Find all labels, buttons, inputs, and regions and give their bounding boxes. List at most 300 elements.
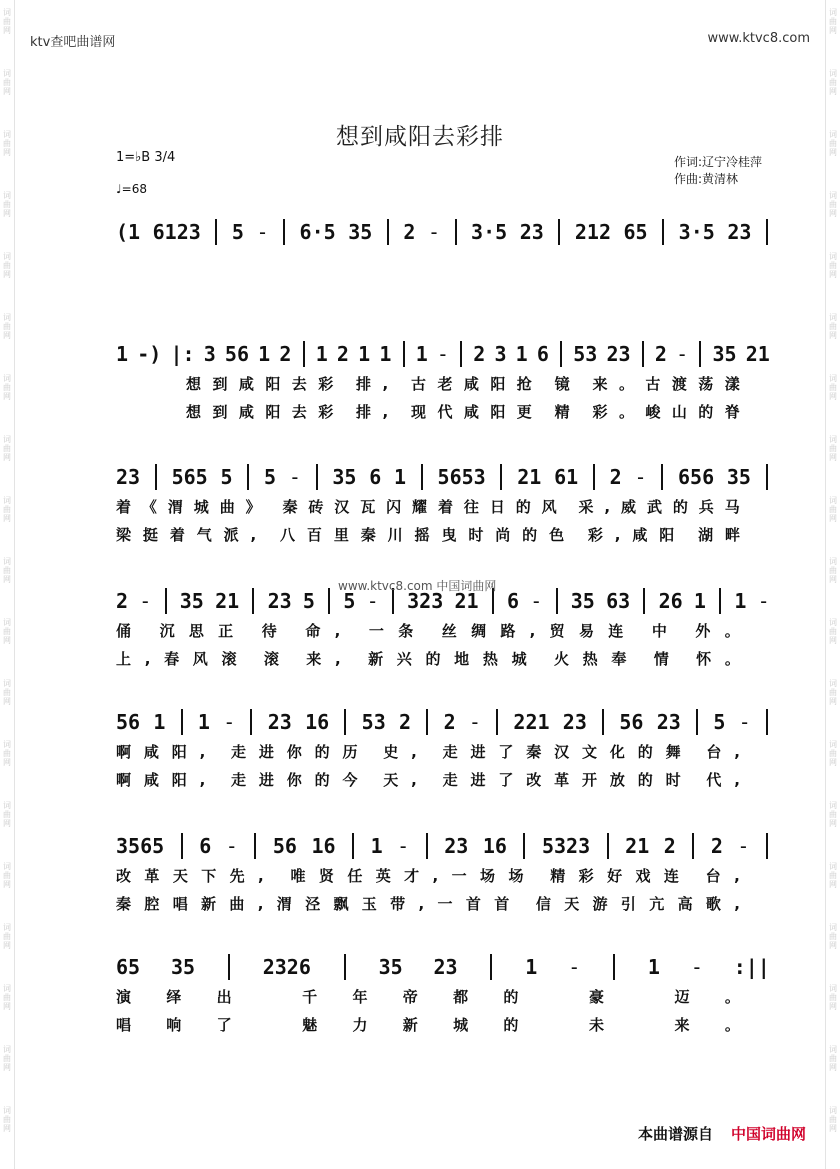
lyric-char: 腔: [144, 895, 160, 913]
lyric-char: 阳: [659, 526, 675, 544]
note-group: 6·5: [299, 220, 336, 244]
side-watermark-mark: 词 曲 网: [829, 69, 837, 96]
credits: [674, 154, 762, 188]
lyric-char: 的: [314, 743, 330, 761]
lyric-char: 畔: [724, 526, 740, 544]
lyric-char: 的: [503, 988, 519, 1006]
lyric-char: 咸: [238, 403, 254, 421]
lyric-char: 老: [437, 375, 453, 393]
side-watermark-mark: 词 曲 网: [829, 984, 837, 1011]
lyric-char: 里: [333, 526, 349, 544]
lyric-char: ,: [529, 622, 536, 640]
lyric-char: 信: [535, 895, 551, 913]
lyric-char: 尚: [495, 526, 511, 544]
note-group: :||: [733, 955, 770, 979]
note-group: 1: [258, 342, 271, 366]
bar-line: [316, 464, 318, 490]
bar-line: [766, 709, 768, 735]
lyric-char: 游: [592, 895, 608, 913]
lyric-char: 阳: [171, 743, 187, 761]
lyric-char: 古: [411, 375, 427, 393]
lyric-char: 英: [375, 867, 391, 885]
lyric-char: ,: [604, 498, 611, 516]
sustain-dash: -: [530, 589, 543, 613]
lyric-char: 咸: [463, 403, 479, 421]
lyric-char: 。: [724, 622, 740, 640]
lyric-char: 阳: [490, 403, 506, 421]
lyric-char: ,: [144, 650, 151, 668]
bar-line: [155, 464, 157, 490]
note-group: 3565: [116, 834, 165, 858]
bar-line: [421, 464, 423, 490]
bar-line: [496, 709, 498, 735]
lyric-char: 的: [522, 526, 538, 544]
lyric-char: 思: [188, 622, 204, 640]
lyric-char: 文: [581, 743, 597, 761]
note-group: 5323: [541, 834, 591, 858]
score-row: [116, 218, 770, 314]
side-watermark-mark: 词 曲 网: [3, 435, 11, 462]
lyric-char: 武: [646, 498, 662, 516]
note-group: 35: [378, 955, 403, 979]
note-group: 2: [403, 220, 416, 244]
note-group: |:: [170, 342, 195, 366]
lyric-char: 怀: [696, 650, 712, 668]
side-watermark-mark: 词 曲 网: [829, 1106, 837, 1133]
bar-line: [766, 464, 768, 490]
note-group: 2326: [262, 955, 311, 979]
lyric-char: ,: [257, 895, 264, 913]
note-group: 221: [513, 710, 550, 734]
lyric-char: 化: [609, 743, 625, 761]
lyric-char: 城: [453, 1016, 469, 1034]
lyric-char: 任: [347, 867, 363, 885]
note-group: 1: [153, 710, 166, 734]
side-watermark-mark: 词 曲 网: [3, 1106, 11, 1133]
note-group: 35: [726, 465, 751, 489]
footer-text: 本曲谱源自: [637, 1125, 713, 1143]
side-watermark-mark: 词 曲 网: [3, 8, 11, 35]
note-group: 1: [525, 955, 538, 979]
note-group: 26: [658, 589, 683, 613]
lyric-char: ,: [734, 771, 740, 789]
note-group: 656: [678, 465, 715, 489]
lyric-char: 曳: [441, 526, 457, 544]
lyric-char: ,: [199, 743, 206, 761]
note-group: 3·5: [471, 220, 508, 244]
note-group: 23: [606, 342, 631, 366]
lyric-char: 贸: [549, 622, 565, 640]
lyric-char: 的: [698, 403, 714, 421]
note-group: 1: [693, 589, 706, 613]
sustain-dash: -: [737, 834, 750, 858]
lyric-char: 百: [306, 526, 322, 544]
lyric-char: 走: [442, 743, 458, 761]
lyric-char: 未: [588, 1016, 604, 1034]
bar-line: [662, 219, 664, 245]
lyrics-verse-1: [116, 740, 770, 764]
lyric-char: ,: [411, 771, 417, 789]
lyrics-verse-2: [116, 768, 770, 792]
lyric-char: ,: [258, 867, 264, 885]
lyric-char: 啊: [116, 771, 132, 789]
lyric-char: 的: [425, 650, 441, 668]
note-group: 2: [663, 834, 676, 858]
note-group: 21: [745, 342, 770, 366]
lyric-char: ,: [411, 743, 417, 761]
bar-line: [387, 219, 389, 245]
bar-line: [228, 954, 230, 980]
lyric-char: 走: [442, 771, 458, 789]
lyric-char: 史: [383, 743, 399, 761]
lyric-char: 想: [186, 403, 202, 421]
bar-line: [699, 341, 701, 367]
note-group: 2: [609, 465, 622, 489]
note-group: 2: [443, 710, 456, 734]
song-title: 想到咸阳去彩排: [336, 124, 504, 150]
footer-brand[interactable]: 中国词曲网: [730, 1125, 806, 1143]
lyric-char: 滚: [221, 650, 237, 668]
notation-line: [116, 832, 770, 860]
lyric-char: 台: [706, 743, 722, 761]
lyric-char: 彩: [592, 403, 608, 421]
note-group: 23: [267, 589, 292, 613]
side-watermark-mark: 词 曲 网: [3, 496, 11, 523]
lyric-char: 阳: [265, 403, 281, 421]
lyric-char: 才: [404, 867, 420, 885]
note-group: 5: [343, 589, 356, 613]
composer-credit: 作曲:黄清林: [673, 172, 738, 186]
lyric-char: 咸: [143, 743, 159, 761]
lyric-char: 城: [511, 650, 527, 668]
lyric-char: 城: [193, 498, 209, 516]
lyric-char: 着: [116, 498, 132, 516]
center-watermark: www.ktvc8.com 中国词曲网: [338, 579, 497, 593]
lyric-char: 场: [480, 867, 496, 885]
note-group: 2: [473, 342, 486, 366]
lyric-char: 豪: [588, 988, 604, 1006]
lyric-char: 开: [581, 771, 597, 789]
sustain-dash: -: [223, 710, 236, 734]
bar-line: [558, 219, 560, 245]
note-group: 61: [554, 465, 579, 489]
note-group: 21: [454, 589, 479, 613]
note-group: 63: [606, 589, 631, 613]
note-group: 1: [415, 342, 428, 366]
note-group: 1: [379, 342, 392, 366]
lyric-char: 渭: [167, 498, 183, 516]
side-watermark-mark: 词 曲 网: [829, 252, 837, 279]
note-group: 6: [536, 342, 549, 366]
note-group: (1: [116, 220, 141, 244]
lyric-char: 渡: [671, 375, 687, 393]
lyric-char: 荡: [698, 375, 714, 393]
note-group: 23: [267, 710, 292, 734]
lyric-char: ,: [418, 895, 425, 913]
lyric-char: 咸: [463, 375, 479, 393]
lyric-char: 咸: [143, 771, 159, 789]
note-group: 565: [171, 465, 208, 489]
lyric-char: 想: [186, 375, 202, 393]
sustain-dash: -: [256, 220, 269, 244]
lyric-char: 八: [280, 526, 296, 544]
lyric-char: 漾: [724, 375, 740, 393]
lyric-char: 天: [172, 867, 188, 885]
sustain-dash: -: [436, 342, 449, 366]
lyric-char: 连: [663, 867, 679, 885]
note-group: 5: [231, 220, 244, 244]
side-watermark-mark: 词 曲 网: [3, 740, 11, 767]
side-watermark-mark: 词 曲 网: [3, 679, 11, 706]
lyrics-verse-2: [116, 892, 770, 916]
bar-line: [602, 709, 604, 735]
lyric-char: 着: [437, 498, 453, 516]
lyric-char: 迈: [674, 988, 690, 1006]
lyric-char: 你: [286, 743, 302, 761]
lyric-char: 进: [258, 771, 274, 789]
lyric-char: 进: [470, 743, 486, 761]
lyric-char: 滚: [263, 650, 279, 668]
note-group: 65: [623, 220, 648, 244]
tempo-marking: ♩=68: [116, 182, 147, 196]
sustain-dash: -: [690, 955, 703, 979]
bar-line: [344, 709, 346, 735]
lyric-char: 抢: [516, 375, 532, 393]
lyric-char: 都: [453, 988, 469, 1006]
side-watermark-mark: 词 曲 网: [3, 618, 11, 645]
side-watermark-mark: 词 曲 网: [829, 130, 837, 157]
lyric-char: ,: [734, 867, 740, 885]
side-watermark-mark: 词 曲 网: [829, 496, 837, 523]
lyric-char: 。: [618, 403, 634, 421]
side-watermark-mark: 词 曲 网: [829, 1045, 837, 1072]
lyric-char: 《: [141, 498, 157, 516]
lyric-char: 力: [352, 1016, 368, 1034]
bar-line: [766, 833, 768, 859]
lyric-char: 曲: [219, 498, 235, 516]
bar-line: [692, 833, 694, 859]
lyrics-verse-1: [116, 864, 770, 888]
lyric-char: 往: [463, 498, 479, 516]
sustain-dash: -: [738, 710, 751, 734]
score-row: [116, 832, 770, 928]
bar-line: [642, 341, 644, 367]
note-group: 53: [573, 342, 598, 366]
note-group: 5: [713, 710, 726, 734]
note-group: 56: [272, 834, 297, 858]
lyric-char: 正: [218, 622, 234, 640]
lyric-char: 中: [651, 622, 667, 640]
lyric-char: 引: [620, 895, 636, 913]
lyric-char: ,: [199, 771, 206, 789]
score-row: [116, 708, 770, 804]
side-watermark-mark: 词 曲 网: [829, 801, 837, 828]
lyrics-verse-1: [116, 372, 770, 396]
note-group: 56: [619, 710, 644, 734]
lyric-char: 阳: [265, 375, 281, 393]
bar-line: [607, 833, 609, 859]
lyric-char: 阳: [490, 375, 506, 393]
side-watermark-mark: 词 曲 网: [829, 679, 837, 706]
bar-line: [254, 833, 256, 859]
note-group: 65: [116, 955, 141, 979]
lyric-char: 梁: [116, 526, 132, 544]
lyric-char: 地: [454, 650, 470, 668]
lyric-char: 场: [508, 867, 524, 885]
lyric-char: ,: [334, 650, 341, 668]
lyric-char: 泾: [305, 895, 321, 913]
side-watermark-mark: 词 曲 网: [3, 252, 11, 279]
lyric-char: 湖: [698, 526, 714, 544]
note-group: -): [137, 342, 162, 366]
lyric-char: 首: [465, 895, 481, 913]
lyric-char: 沉: [159, 622, 175, 640]
lyric-char: 脊: [724, 403, 740, 421]
lyric-char: 历: [342, 743, 358, 761]
lyric-char: 。: [724, 988, 740, 1006]
note-group: 2: [279, 342, 292, 366]
note-group: 1: [315, 342, 328, 366]
note-group: 35: [712, 342, 737, 366]
lyric-char: 到: [212, 375, 228, 393]
note-group: 5653: [437, 465, 486, 489]
side-watermark-mark: 词 曲 网: [3, 1045, 11, 1072]
lyric-char: 热: [582, 650, 598, 668]
sustain-dash: -: [634, 465, 647, 489]
bar-line: [661, 464, 663, 490]
sustain-dash: -: [225, 834, 238, 858]
note-group: 6123: [152, 220, 201, 244]
score-row: [116, 340, 770, 436]
notation-line: [116, 463, 770, 491]
side-watermark-mark: 词 曲 网: [3, 862, 11, 889]
lyric-char: 风: [541, 498, 557, 516]
lyric-char: 革: [554, 771, 570, 789]
lyric-char: 古: [645, 375, 661, 393]
sustain-dash: -: [366, 589, 379, 613]
lyric-char: 唱: [172, 895, 188, 913]
note-group: 35: [570, 589, 595, 613]
lyric-char: 一: [451, 867, 467, 885]
lyric-char: 出: [216, 988, 232, 1006]
lyric-char: 舞: [665, 743, 681, 761]
lyric-char: 了: [498, 743, 514, 761]
note-group: 23: [727, 220, 752, 244]
lyric-char: 年: [352, 988, 368, 1006]
lyric-char: 阳: [171, 771, 187, 789]
lyric-char: 着: [169, 526, 185, 544]
note-group: 35: [348, 220, 373, 244]
lyric-char: 日: [489, 498, 505, 516]
lyric-char: 首: [494, 895, 510, 913]
note-group: 2: [116, 589, 129, 613]
lyric-char: 绎: [166, 988, 182, 1006]
lyric-char: 改: [526, 771, 542, 789]
lyricist-credit: 作词:辽宁冷桂萍: [673, 155, 762, 169]
sustain-dash: -: [676, 342, 689, 366]
bar-line: [215, 219, 217, 245]
lyric-char: 兴: [396, 650, 412, 668]
note-group: 323: [407, 589, 444, 613]
side-watermark-mark: 词 曲 网: [829, 557, 837, 584]
lyric-char: 川: [387, 526, 403, 544]
note-group: 6: [369, 465, 382, 489]
note-group: 1: [197, 710, 210, 734]
lyric-char: 魅: [302, 1016, 318, 1034]
lyric-char: 色: [549, 526, 565, 544]
lyric-char: 威: [621, 498, 637, 516]
lyrics-verse-2: [116, 523, 770, 547]
notation-line: [116, 708, 770, 736]
lyric-char: 闪: [386, 498, 402, 516]
lyric-char: 下: [201, 867, 217, 885]
note-group: 35: [179, 589, 204, 613]
note-group: 2: [654, 342, 667, 366]
lyric-char: 新: [402, 1016, 418, 1034]
lyric-char: 精: [550, 867, 566, 885]
footer-source: [638, 1123, 806, 1144]
lyric-char: 来: [674, 1016, 690, 1034]
lyric-char: 汉: [554, 743, 570, 761]
lyric-char: 派: [223, 526, 239, 544]
note-group: 5: [302, 589, 315, 613]
lyric-char: 去: [291, 375, 307, 393]
sustain-dash: -: [139, 589, 152, 613]
lyric-char: 气: [196, 526, 212, 544]
bar-line: [403, 341, 405, 367]
lyric-char: 。: [724, 650, 740, 668]
lyric-char: 连: [608, 622, 624, 640]
lyric-char: 易: [578, 622, 594, 640]
bar-line: [344, 954, 346, 980]
note-group: 2: [399, 710, 412, 734]
lyric-char: 去: [291, 403, 307, 421]
key-signature: 1=♭B 3/4: [116, 150, 176, 165]
lyric-char: 彩: [578, 867, 594, 885]
bar-line: [560, 341, 562, 367]
lyric-char: 现: [411, 403, 427, 421]
site-name-header: ktv查吧曲谱网: [30, 35, 116, 50]
lyric-char: 的: [637, 743, 653, 761]
score-row: [116, 463, 770, 559]
lyric-char: 俑: [116, 622, 132, 640]
lyric-char: 绸: [471, 622, 487, 640]
lyric-char: 一: [437, 895, 453, 913]
note-group: 53: [361, 710, 386, 734]
lyric-char: 走: [231, 743, 247, 761]
side-watermark-mark: 词 曲 网: [3, 923, 11, 950]
lyric-char: 兵: [698, 498, 714, 516]
site-url-header[interactable]: www.ktvc8.com: [707, 31, 810, 46]
bar-line: [247, 464, 249, 490]
lyric-char: ,: [734, 895, 740, 913]
lyric-char: 耀: [412, 498, 428, 516]
bar-line: [460, 341, 462, 367]
bar-line: [303, 341, 305, 367]
lyric-char: 秦: [282, 498, 298, 516]
lyric-char: 外: [695, 622, 711, 640]
side-watermark-mark: 词 曲 网: [3, 801, 11, 828]
lyric-char: 咸: [238, 375, 254, 393]
lyric-char: ,: [250, 526, 257, 544]
note-group: 3: [494, 342, 507, 366]
note-group: 1: [515, 342, 528, 366]
side-watermark-mark: 词 曲 网: [3, 191, 11, 218]
note-group: 1: [734, 589, 747, 613]
lyric-char: 来: [306, 650, 322, 668]
bar-line: [523, 833, 525, 859]
lyric-char: 改: [116, 867, 132, 885]
